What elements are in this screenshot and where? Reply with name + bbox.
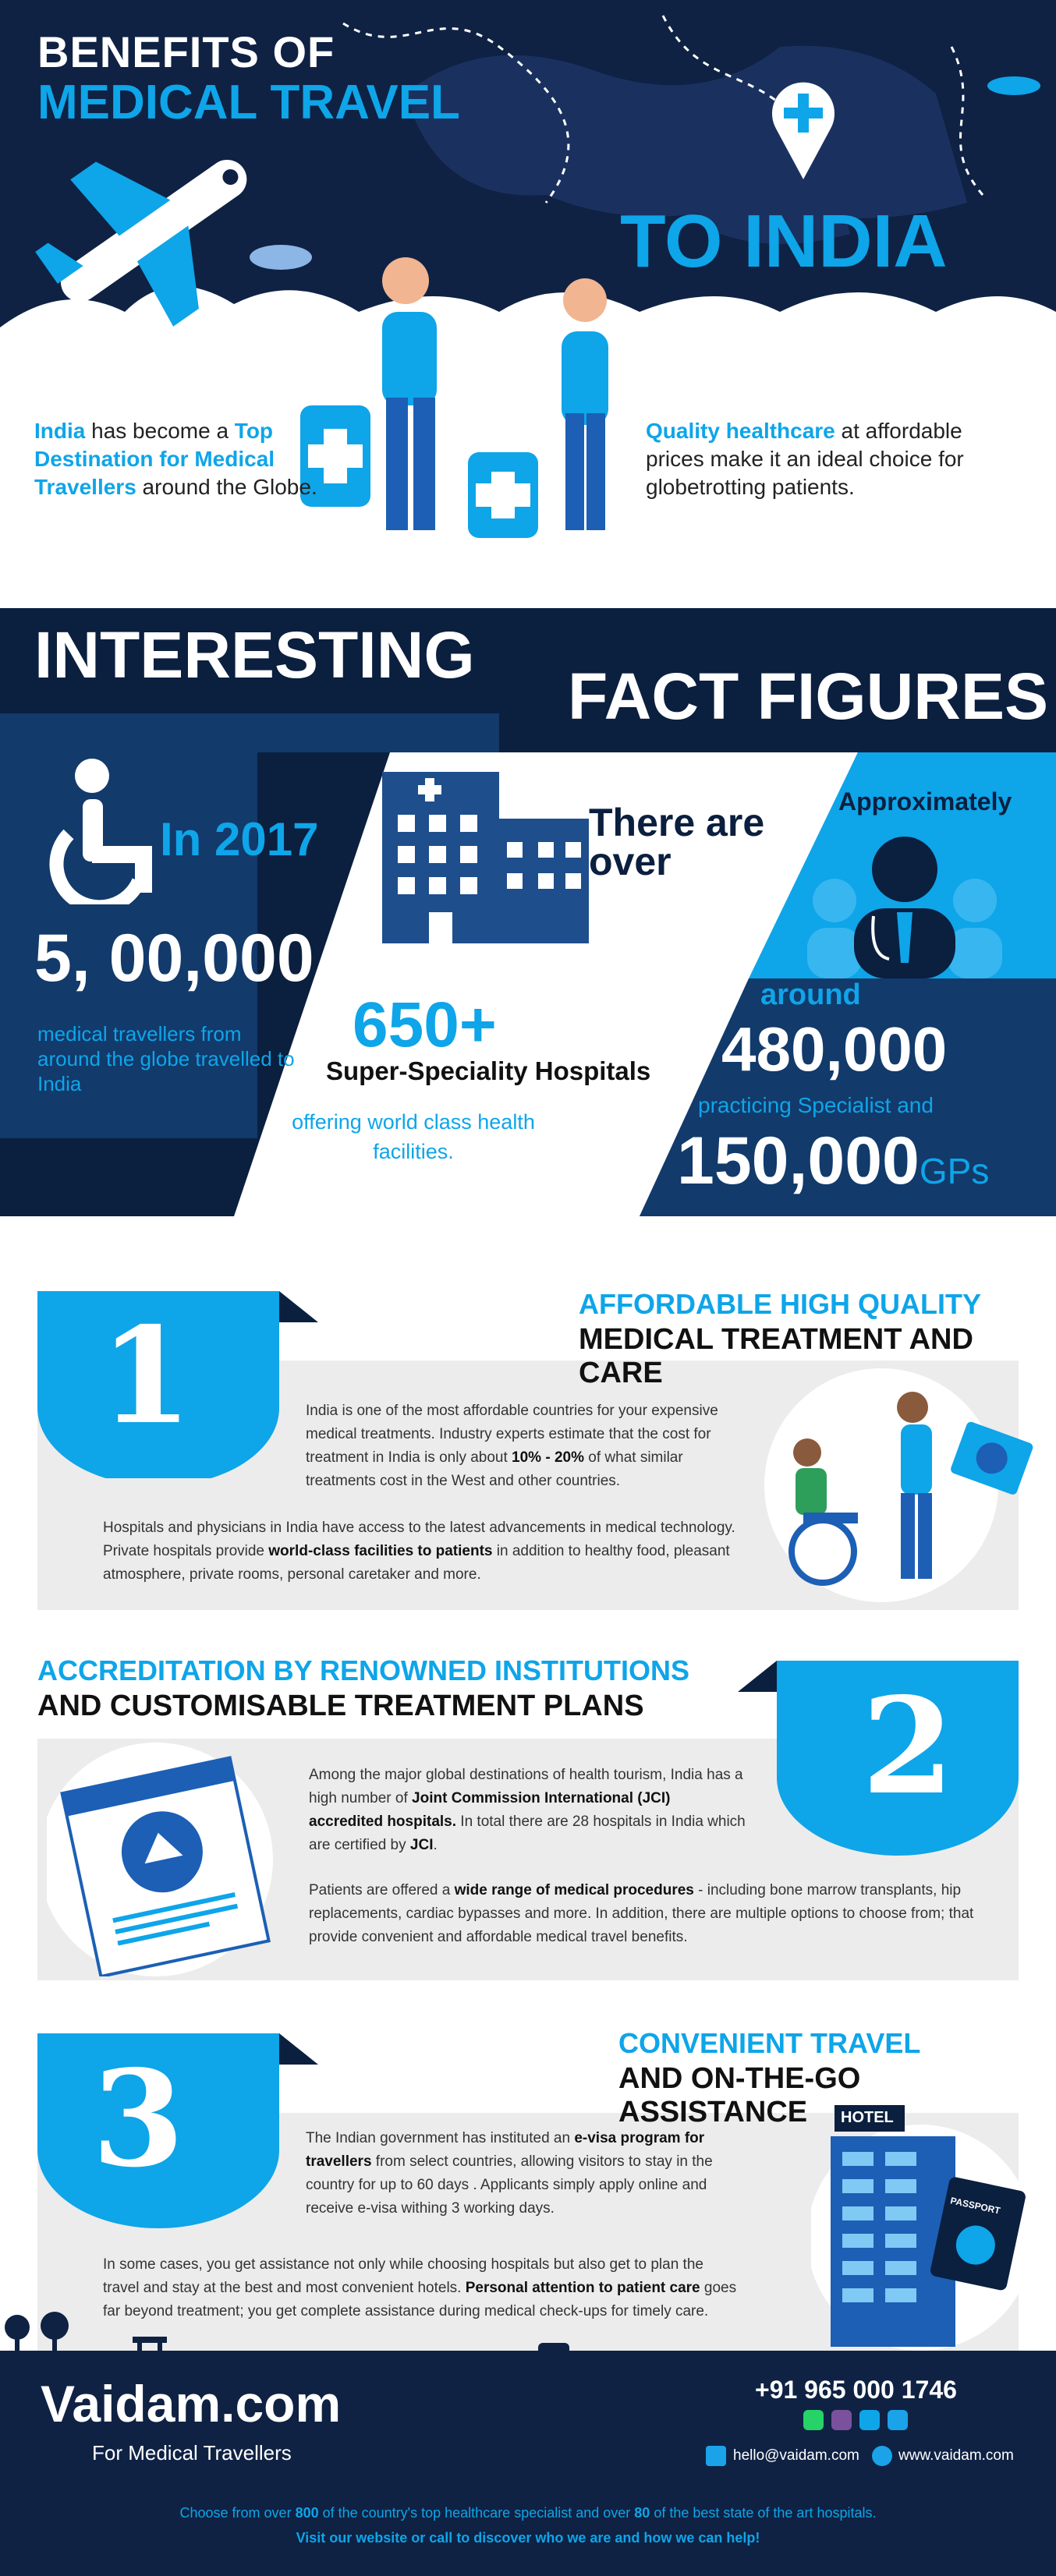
title-line-2: MEDICAL TRAVEL (37, 76, 460, 129)
section2-title-2: AND CUSTOMISABLE TREATMENT PLANS (37, 1690, 644, 1722)
fact1-description: medical travellers from around the globe travelled to India (37, 1022, 295, 1095)
footer-skyline (0, 2296, 1056, 2358)
section3-paragraph-1: The Indian government has instituted an e-visa program for travellers from select countries, allowing visitors to stay in the country for up to 60 days . Applicants simply apply online and receive e-visa withing 3 working days. (306, 2130, 713, 2217)
fact3-number2 (677, 1123, 989, 1200)
fact2-description: offering world class health facilities. (292, 1110, 535, 1163)
section3-number-badge (37, 2033, 349, 2228)
skype-icon[interactable] (888, 2410, 908, 2430)
footer-phone[interactable]: +91 965 000 1746 (755, 2376, 957, 2404)
location-pin-icon (768, 74, 838, 183)
fact3-description: practicing Specialist and (698, 1093, 934, 1117)
fact3-around: around (760, 978, 861, 1011)
title-line-3: TO INDIA (620, 200, 948, 283)
section3-paragraph-2: In some cases, you get assistance not only while choosing hospitals but also get to plan the travel and stay at the best and most convenient hotels. Personal attention to patient care goes far beyond treatment; you get complete assistance during medical check-ups for timely care. (103, 2256, 737, 2319)
footer-line-2: Visit our website or call to discover who we are and how we can help! (296, 2530, 760, 2546)
section1-paragraph-1: India is one of the most affordable countries for your expensive medical treatments. Industry experts estimate that the cost for treatment in India is only about 10% - 20% of what similar treatments cost in the West and other countries. (306, 1403, 718, 1489)
doctor-silhouette-icon (788, 830, 1022, 978)
viber-icon[interactable] (831, 2410, 852, 2430)
fact1-year: In 2017 (160, 813, 319, 865)
footer (0, 2351, 1056, 2576)
passport-label: PASSPORT (949, 2195, 1001, 2217)
globe-icon (872, 2446, 892, 2466)
hospital-building-icon (382, 756, 593, 943)
wheelchair-icon (37, 756, 170, 904)
intro-right-text: Quality healthcare at affordable prices make it an ideal choice for globetrotting patients. (646, 419, 964, 499)
section3-title-2: AND ON-THE-GO ASSISTANCE (618, 2062, 861, 2128)
facts-section (0, 608, 1056, 1216)
section1-title-2: MEDICAL TREATMENT AND CARE (579, 1323, 973, 1389)
fact3-suffix: GPs (919, 1151, 990, 1191)
fact3-number2-value: 150,000 (677, 1123, 920, 1198)
section3-number: 3 (92, 2041, 185, 2197)
jci-certificate-illustration (47, 1743, 289, 1976)
section1-title-1: AFFORDABLE HIGH QUALITY (579, 1288, 981, 1320)
fact3-lead: Approximately (838, 787, 1012, 816)
facts-heading-fact-figures: FACT FIGURES (568, 660, 1049, 733)
messenger-icon[interactable] (859, 2410, 880, 2430)
section1-paragraph-2: Hospitals and physicians in India have access to the latest advancements in medical technology. Private hospitals provide world-class facilities to patients in addition to healthy food, pleasant atmosphere, private rooms, personal caretaker and more. (103, 1520, 735, 1583)
fact2-number: 650+ (353, 989, 497, 1060)
whatsapp-icon[interactable] (803, 2410, 824, 2430)
section2-number: 2 (862, 1668, 955, 1824)
section1-number: 1 (100, 1298, 193, 1454)
fact2-label: Super-Speciality Hospitals (326, 1056, 651, 1085)
contact-app-icons (803, 2410, 912, 2432)
footer-brand-logo: Vaidam.com (41, 2375, 342, 2433)
footer-tagline: For Medical Travellers (92, 2441, 292, 2465)
section2-title-1: ACCREDITATION BY RENOWNED INSTITUTIONS (37, 1654, 689, 1686)
section2-paragraph-2: Patients are offered a wide range of medical procedures - including bone marrow transplants, hip replacements, cardiac bypasses and more. In addition, there are multiple options to choose from; that provide convenient and affordable medical travel benefits. (309, 1882, 974, 1945)
fact2-lead: There are over (589, 801, 765, 883)
fact3-number: 480,000 (721, 1014, 948, 1084)
title-line-1: BENEFITS OF (37, 27, 335, 76)
section3-title-1: CONVENIENT TRAVEL (618, 2027, 921, 2059)
wheelchair-patient-illustration (757, 1368, 1037, 1602)
section2-paragraph-1: Among the major global destinations of health tourism, India has a high number of Joint Commission International (JCI) accredited hospitals. In total there are 28 hospitals in India which are certified by JCI. (309, 1767, 746, 1853)
footer-email[interactable]: hello@vaidam.com (733, 2447, 859, 2464)
travellers-illustration (296, 257, 640, 554)
intro-left-text: India has become a Top Destination for Medical Travellers around the Globe. (34, 419, 317, 499)
footer-website[interactable]: www.vaidam.com (898, 2447, 1014, 2464)
facts-heading-interesting: INTERESTING (34, 618, 475, 692)
fact1-number: 5, 00,000 (34, 921, 314, 996)
airplane-icon (31, 133, 281, 359)
footer-line-1: Choose from over 800 of the country's top healthcare specialist and over 80 of the best state of the art hospitals. (179, 2505, 877, 2521)
section1-number-badge (37, 1291, 349, 1478)
hotel-sign: HOTEL (841, 2109, 894, 2126)
email-icon (706, 2446, 726, 2466)
